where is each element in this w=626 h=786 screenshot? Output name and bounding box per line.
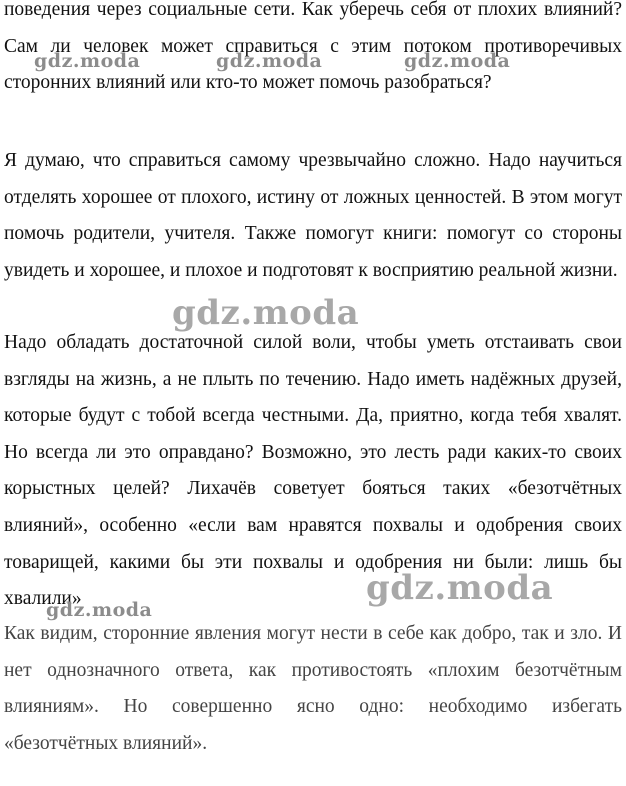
watermark-logo: gdz.moda xyxy=(172,293,360,333)
paragraph-4: Как видим, сторонние явления могут нести в себе как добро, так и зло. И нет однозначного ответа, как противостоять «плохим безотчётным влияниям». Но совершенно ясно одно: необходимо избегать «безотчётных влияний». xyxy=(4,623,622,754)
watermark-logo: gdz.moda xyxy=(366,568,554,608)
watermark-logo: gdz.moda xyxy=(216,50,323,72)
watermark-logo: gdz.moda xyxy=(46,599,153,621)
paragraph-3: Надо обладать достаточной силой воли, чтобы уметь отстаивать свои взгляды на жизнь, а не плыть по течению. Надо иметь надёжных друзей, которые будут с тобой всегда честными. Да, приятно, когда тебя хвалят. Но всегда ли это оправдано? Возможно, это лесть ради каких-то своих корыстных целей? Лихачёв советует бояться таких «безотчётных влияний», особенно «если вам нравятся похвалы и одобрения своих товарищей, какими бы эти похвалы и одобрения ни были: лишь бы хвалили» xyxy=(4,332,622,610)
paragraph-1: поведения через социальные сети. Как уберечь себя от плохих влияний? Сам ли человек может справиться с этим потоком противоречивых сторонних влияний или кто-то может помочь разобраться? xyxy=(4,0,622,94)
watermark-logo: gdz.moda xyxy=(34,50,141,72)
watermark-logo: gdz.moda xyxy=(404,50,511,72)
paragraph-2: Я думаю, что справиться самому чрезвычайно сложно. Надо научиться отделять хорошее от плохого, истину от ложных ценностей. В этом могут помочь родители, учителя. Также помогут книги: помогут со стороны увидеть и хорошее, и плохое и подготовят к восприятию реальной жизни. xyxy=(4,150,622,281)
